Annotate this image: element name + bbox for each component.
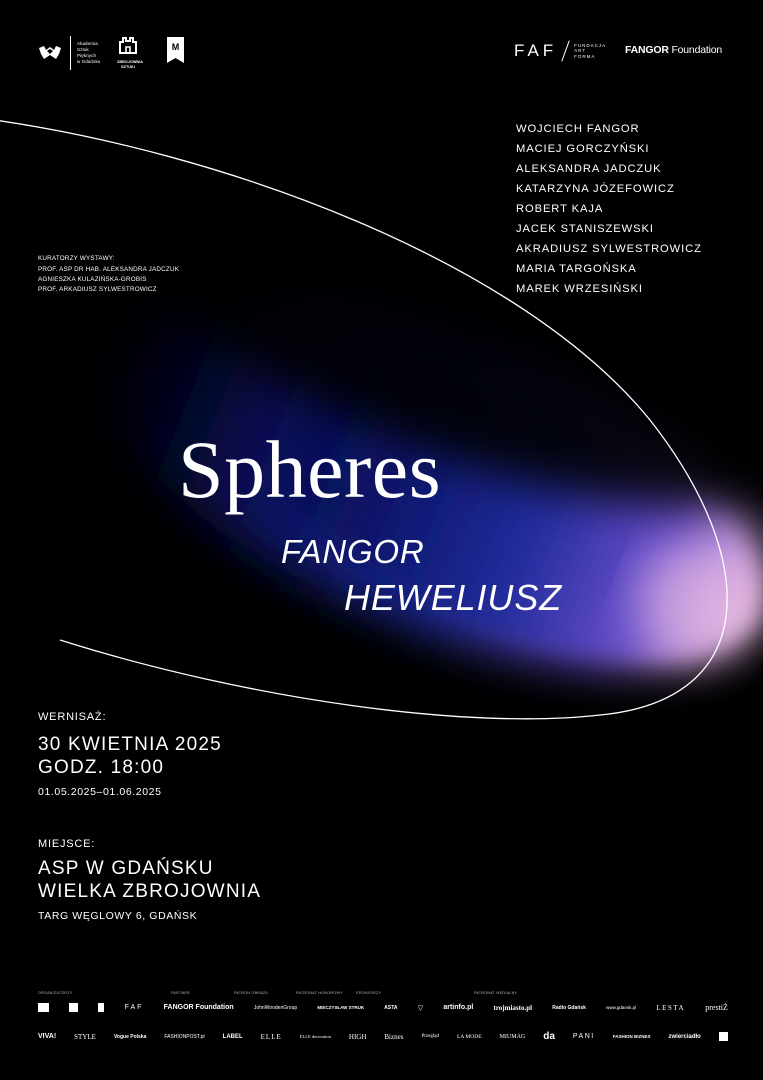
asp-mini-logo — [38, 1003, 49, 1012]
zbrojownia-mini-logo — [69, 1003, 78, 1012]
fangor-foundation-logo — [625, 44, 722, 56]
sponsor-caption: PARTNER — [171, 991, 190, 995]
artist-name: AKRADIUSZ SYLWESTROWICZ — [516, 243, 702, 255]
sponsor-logo: artinfo.pl — [443, 1004, 474, 1011]
asp-line: w Gdańsku — [77, 59, 101, 64]
curator-name: PROF. ARKADIUSZ SYLWESTROWICZ — [38, 285, 157, 293]
artist-name: ALEKSANDRA JADCZUK — [516, 163, 662, 175]
faf-letters: FAF — [514, 41, 558, 60]
sponsor-logo: ELLE decoration — [299, 1034, 331, 1039]
crest-mini-logo: ▽ — [417, 1004, 424, 1012]
asp-line: Pięknych — [77, 53, 97, 58]
sponsor-caption: PATRONAT HONOROWY — [296, 991, 343, 995]
artist-name: ROBERT KAJA — [516, 203, 604, 215]
sponsor-logo: FASHION BIZNES — [612, 1034, 651, 1039]
opening-label: WERNISAŻ: — [38, 711, 107, 723]
fangor-foundation-light: Foundation — [671, 44, 722, 56]
sponsor-logo: MIECZYSŁAW STRUK — [317, 1005, 365, 1010]
opening-date: 30 KWIETNIA 2025 — [38, 734, 222, 755]
opening-time: GODZ. 18:00 — [38, 757, 165, 778]
artist-name: JACEK STANISZEWSKI — [516, 223, 654, 235]
faf-sub-line: ART — [574, 48, 587, 54]
sponsor-logo: FANGOR Foundation — [163, 1004, 234, 1011]
asp-line: Akademia — [77, 41, 98, 46]
sponsor-logo: Przegląd — [421, 1034, 439, 1039]
sponsor-logo: www.gdansk.pl — [606, 1005, 637, 1010]
m-logo-letter: M — [171, 42, 180, 52]
subtitle-fangor: FANGOR — [281, 533, 425, 570]
sponsor-logo: LABEL — [222, 1033, 243, 1040]
artists-list — [516, 121, 702, 301]
sponsor-logo: MIUMAG — [499, 1033, 526, 1040]
artist-name: KATARZYNA JÓZEFOWICZ — [516, 183, 675, 195]
faf-slash — [561, 40, 569, 61]
exhibition-dates: 01.05.2025–01.06.2025 — [38, 786, 162, 798]
venue-address: TARG WĘGLOWY 6, GDAŃSK — [38, 910, 198, 922]
sponsor-logo: Radio Gdańsk — [552, 1004, 586, 1011]
artist-name: MARIA TARGOŃSKA — [516, 263, 637, 275]
sponsor-row-2 — [38, 1031, 728, 1042]
exhibition-title: Spheres — [178, 424, 442, 515]
artist-name: MAREK WRZESIŃSKI — [516, 283, 643, 295]
m-logo-icon — [167, 37, 184, 63]
asp-logo — [38, 36, 100, 70]
sponsor-caption: ORGANIZATORZY — [38, 991, 73, 995]
curators-heading: KURATORZY WYSTAWY: — [38, 255, 115, 262]
sponsor-logo: JohnWoodenGroup — [253, 1004, 298, 1011]
sponsor-logo: FASHIONPOST.pl — [164, 1033, 205, 1040]
sponsor-logo: ASTA — [384, 1004, 398, 1011]
faf-sub-line: FUNDACJA — [574, 42, 607, 48]
sponsor-logo: LA MODE — [456, 1033, 482, 1040]
sponsor-logo: STYLE — [74, 1032, 96, 1041]
zbrojownia-line: ZBROJOWNIA — [117, 60, 143, 64]
sponsor-logo: da — [543, 1031, 555, 1042]
sponsor-logo: zwierciadło — [668, 1033, 701, 1040]
sponsor-logo: FAF — [124, 1004, 144, 1011]
sponsor-logo: prestiŻ — [705, 1003, 728, 1012]
sponsor-logo: LESTA — [656, 1003, 686, 1012]
asp-divider — [70, 36, 71, 70]
venue-line-2: WIELKA ZBROJOWNIA — [38, 881, 262, 902]
sponsor-logo: Vogue Polska — [113, 1033, 147, 1040]
asp-name — [77, 41, 100, 65]
asp-crest-icon — [38, 45, 62, 61]
sponsor-logo: ELLE — [260, 1032, 282, 1041]
curator-name: AGNIESZKA KULAZIŃSKA-GROBIS — [38, 276, 147, 284]
sponsor-caption: PATRONAT MEDIALNY — [474, 991, 518, 995]
faf-logo — [514, 40, 606, 62]
subtitle-heweliusz: HEWELIUSZ — [344, 577, 563, 618]
venue-label: MIEJSCE: — [38, 838, 96, 850]
artist-name: WOJCIECH FANGOR — [516, 123, 640, 135]
zbrojownia-logo — [117, 36, 143, 69]
sponsor-row-1 — [38, 1003, 728, 1012]
curator-name: PROF. ASP DR HAB. ALEKSANDRA JADCZUK — [38, 266, 180, 274]
fangor-foundation-bold: FANGOR — [625, 44, 669, 56]
sponsor-caption: SPONSORZY — [356, 991, 382, 995]
artist-name: MACIEJ GORCZYŃSKI — [516, 143, 650, 155]
sponsor-square-logo — [719, 1032, 728, 1041]
sponsor-logo: trojmiasto.pl — [493, 1003, 533, 1012]
m-mini-logo — [98, 1003, 104, 1012]
zbrojownia-line: SZTUKI — [121, 64, 135, 69]
sponsor-logo: HIGH — [348, 1032, 367, 1041]
sponsor-logo: PANI — [572, 1033, 595, 1040]
sponsor-logo: Biznes — [384, 1032, 404, 1041]
asp-line: Sztuk — [77, 47, 89, 52]
curators-block — [38, 254, 179, 295]
faf-sub-line: FORMA — [574, 53, 596, 59]
venue-line-1: ASP W GDAŃSKU — [38, 858, 214, 879]
sponsor-logo: VIVA! — [38, 1033, 57, 1040]
zbrojownia-icon — [118, 36, 138, 54]
sponsor-caption: PATRON OBRAZU — [234, 991, 269, 995]
faf-sub — [574, 43, 606, 60]
